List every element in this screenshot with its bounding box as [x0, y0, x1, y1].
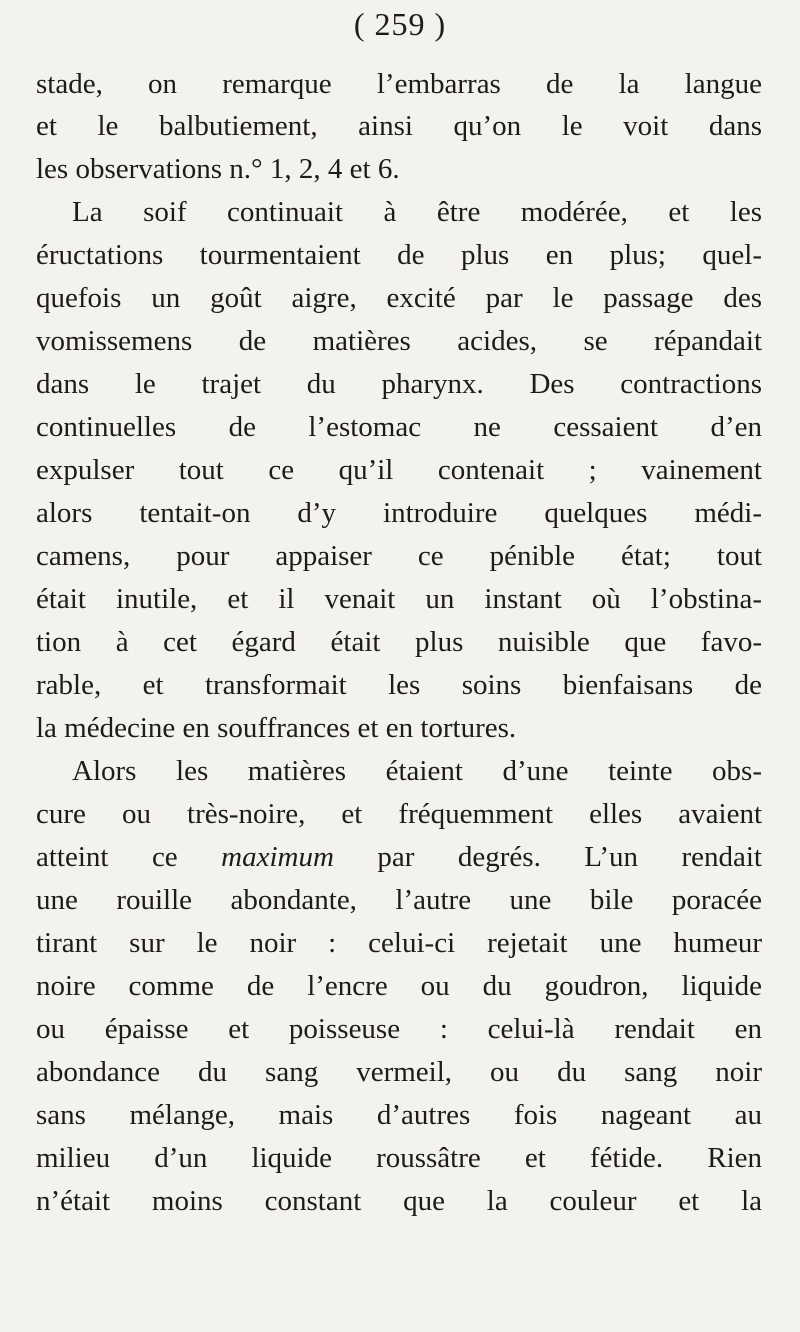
text-line: alors tentait-on d’y introduire quelques médi- [36, 497, 762, 529]
text-line: continuelles de l’estomac ne cessaient d’en [36, 411, 762, 443]
text-line: abondance du sang vermeil, ou du sang noir [36, 1056, 762, 1088]
text-segment: par degrés. L’un rendait [377, 841, 762, 873]
text-line: cure ou très-noire, et fréquemment elles avaient [36, 798, 762, 830]
text-line: camens, pour appaiser ce pénible état; tout [36, 540, 762, 572]
text-line: dans le trajet du pharynx. Des contractions [36, 368, 762, 400]
text-line: expulser tout ce qu’il contenait ; vainement [36, 454, 762, 486]
text-line: était inutile, et il venait un instant où l’obstina- [36, 583, 762, 615]
text-line: vomissemens de matières acides, se répandait [36, 325, 762, 357]
text-line: stade, on remarque l’embarras de la langue [36, 68, 762, 100]
text-line: les observations n.° 1, 2, 4 et 6. [36, 153, 400, 185]
text-line: tirant sur le noir : celui-ci rejetait une humeur [36, 927, 762, 959]
text-line: sans mélange, mais d’autres fois nageant au [36, 1099, 762, 1131]
text-segment: atteint ce [36, 841, 178, 873]
text-line: quefois un goût aigre, excité par le passage des [36, 282, 762, 314]
text-line: n’était moins constant que la couleur et la [36, 1185, 762, 1217]
text-line: la médecine en souffrances et en tortures. [36, 712, 517, 744]
text-line: milieu d’un liquide roussâtre et fétide. Rien [36, 1142, 762, 1174]
text-line: tion à cet égard était plus nuisible que favo- [36, 626, 762, 658]
text-line: et le balbutiement, ainsi qu’on le voit dans [36, 110, 762, 142]
page-number: ( 259 ) [353, 6, 447, 42]
text-line: ou épaisse et poisseuse : celui-là rendait en [36, 1013, 762, 1045]
text-line: noire comme de l’encre ou du goudron, liquide [36, 970, 762, 1002]
paragraph-first-line: La soif continuait à être modérée, et les [72, 196, 762, 228]
text-line [36, 839, 762, 875]
italic-term: maximum [221, 841, 334, 873]
text-line: rable, et transformait les soins bienfaisans de [36, 669, 762, 701]
paragraph-first-line: Alors les matières étaient d’une teinte obs- [72, 755, 762, 787]
text-line: une rouille abondante, l’autre une bile poracée [36, 884, 762, 916]
text-line: éructations tourmentaient de plus en plus; quel- [36, 239, 762, 271]
